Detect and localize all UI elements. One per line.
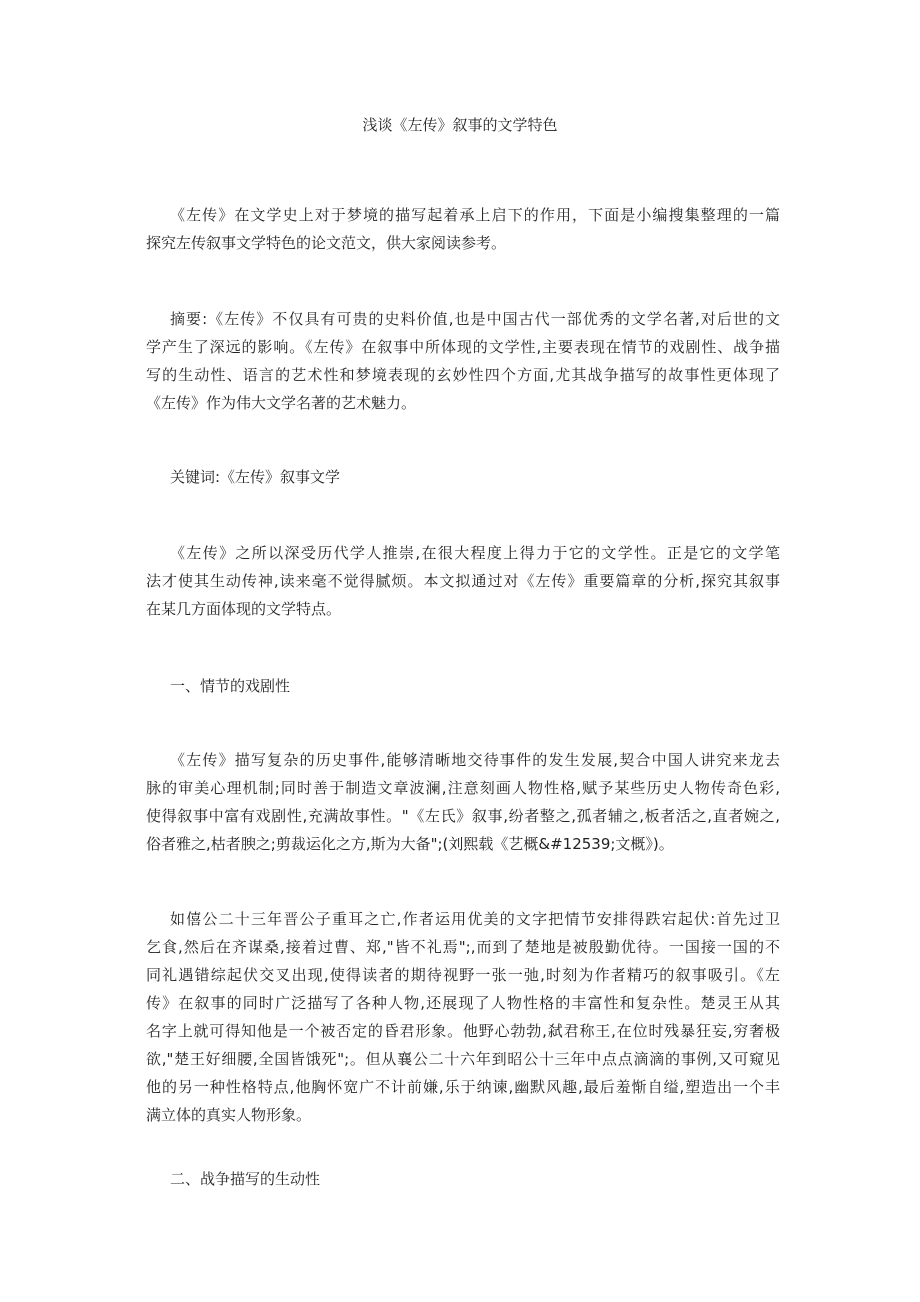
intro-paragraph [146, 201, 780, 257]
text-line: 在某几方面体现的文学特点。 [146, 600, 342, 618]
section-heading-2: 二、战争描写的生动性 [170, 1170, 321, 1188]
document-title: 浅谈《左传》叙事的文学特色 [362, 116, 558, 134]
text-line: 俗者雅之,枯者腴之;剪裁运化之方,斯为大备";(刘熙载《艺概&#12539;文概》)。 [146, 835, 674, 853]
text-line: 如僖公二十三年晋公子重耳之亡,作者运用优美的文字把情节安排得跌宕起伏:首先过卫 [170, 910, 780, 928]
text-line: 乞食,然后在齐谋桑,接着过曹、郑,"皆不礼焉";,而到了楚地是被殷勤优待。一国接一国的不 [146, 938, 780, 956]
body-paragraph-3 [146, 905, 780, 1129]
section-heading-1: 一、情节的戏剧性 [170, 677, 291, 695]
text-line: 使得叙事中富有戏剧性,充满故事性。"《左氏》叙事,纷者整之,孤者辅之,板者活之,直者婉之, [146, 807, 780, 825]
text-line: 探究左传叙事文学特色的论文范文，供大家阅读参考。 [146, 234, 507, 252]
text-line: 欲,"楚王好细腰,全国皆饿死";。但从襄公二十六年到昭公十三年中点点滴滴的事例,又可窥见 [146, 1050, 780, 1068]
body-paragraph-2 [146, 746, 780, 858]
text-line: 法才使其生动传神,读来毫不觉得腻烦。本文拟通过对《左传》重要篇章的分析,探究其叙事 [146, 572, 780, 590]
text-line: 《左传》之所以深受历代学人推崇,在很大程度上得力于它的文学性。正是它的文学笔 [170, 544, 780, 562]
abstract-paragraph [146, 305, 780, 417]
text-line: 《左传》描写复杂的历史事件,能够清晰地交待事件的发生发展,契合中国人讲究来龙去 [170, 751, 780, 769]
text-line: 满立体的真实人物形象。 [146, 1106, 312, 1124]
text-line: 名字上就可得知他是一个被否定的昏君形象。他野心勃勃,弑君称王,在位时残暴狂妄,穷奢极 [146, 1022, 780, 1040]
text-line: 他的另一种性格特点,他胸怀宽广不计前嫌,乐于纳谏,幽默风趣,最后羞惭自缢,塑造出一个丰 [146, 1078, 780, 1096]
text-line: 脉的审美心理机制;同时善于制造文章波澜,注意刻画人物性格,赋予某些历史人物传奇色彩, [146, 779, 780, 797]
text-line: 传》在叙事的同时广泛描写了各种人物,还展现了人物性格的丰富性和复杂性。楚灵王从其 [146, 994, 780, 1012]
body-paragraph-1 [146, 539, 780, 623]
text-line: 《左传》作为伟大文学名著的艺术魅力。 [146, 394, 417, 412]
text-line: 摘要:《左传》不仅具有可贵的史料价值,也是中国古代一部优秀的文学名著,对后世的文 [170, 310, 780, 328]
keywords: 关键词:《左传》叙事文学 [170, 468, 341, 486]
text-line: 写的生动性、语言的艺术性和梦境表现的玄妙性四个方面,尤其战争描写的故事性更体现了 [146, 366, 780, 384]
text-line: 同礼遇错综起伏交叉出现,使得读者的期待视野一张一弛,时刻为作者精巧的叙事吸引。《左 [146, 966, 780, 984]
text-line: 《左传》在文学史上对于梦境的描写起着承上启下的作用，下面是小编搜集整理的一篇 [170, 206, 780, 224]
text-line: 学产生了深远的影响。《左传》在叙事中所体现的文学性,主要表现在情节的戏剧性、战争描 [146, 338, 780, 356]
